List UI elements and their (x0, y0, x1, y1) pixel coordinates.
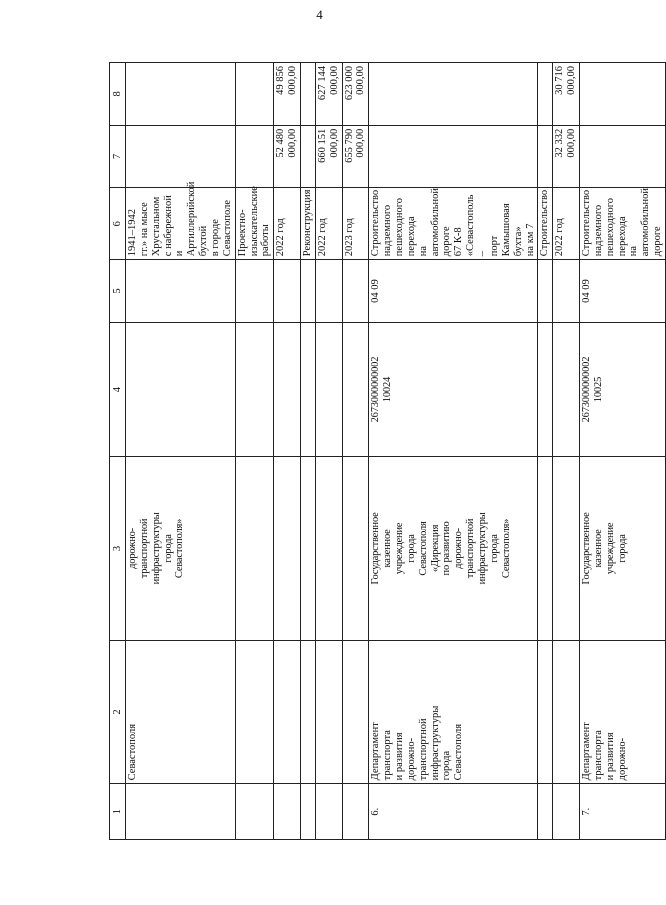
cell-r9-col-4 (553, 322, 580, 457)
cell-r8-col-1 (538, 784, 553, 840)
cell-r7-col-5 (369, 260, 538, 323)
cell-r5-col-4 (315, 322, 342, 457)
cell-text: 1941–1942 гг.» на мысе Хрустальном с набережной и Артиллерийской бухтой в городе Севастополе (127, 181, 233, 257)
cell-r7-col-3 (369, 457, 538, 640)
cell-text: 2673000000002 10025 (580, 356, 604, 423)
cell-text: 6. (370, 807, 382, 816)
cell-r6-col-8 (342, 63, 369, 126)
cell-r5-col-3 (315, 457, 342, 640)
cell-text: Строительство (539, 189, 551, 257)
cell-r10-col-4 (579, 322, 665, 457)
cell-r5-col-7 (315, 125, 342, 188)
cell-text: 2673000000002 10024 (370, 356, 394, 423)
cell-r10-col-8 (579, 63, 665, 126)
cell-r6-col-5 (342, 260, 369, 323)
cell-r3-col-5 (274, 260, 301, 323)
cell-text: 52 480 000,00 (275, 128, 299, 158)
cell-r9-col-7 (553, 125, 580, 188)
cell-r6-col-3 (342, 457, 369, 640)
cell-text: 655 790 000,00 (343, 128, 367, 163)
cell-r10-col-2 (579, 640, 665, 784)
cell-text: 2022 год (554, 218, 566, 257)
entry-row-7 (579, 63, 665, 840)
cell-r1-col-4 (126, 322, 236, 457)
cell-r2-col-1 (235, 784, 274, 840)
cell-text: Реконструкция (302, 189, 314, 257)
cell-r9-col-6 (553, 188, 580, 260)
cell-r8-col-7 (538, 125, 553, 188)
cell-r8-col-5 (538, 260, 553, 323)
cell-r3-col-8 (274, 63, 301, 126)
cell-r6-col-7 (342, 125, 369, 188)
header-col-6: 6 (110, 188, 126, 260)
cell-r7-col-2 (369, 640, 538, 784)
cell-text: 2022 год (316, 218, 328, 257)
cell-text: Севастополя (127, 723, 138, 781)
cell-r7-col-8 (369, 63, 538, 126)
header-col-5: 5 (110, 260, 126, 323)
cell-r2-col-4 (235, 322, 274, 457)
cell-r10-col-1 (579, 784, 665, 840)
cell-r4-col-6 (301, 188, 316, 260)
cell-text: дорожно- транспортной инфраструктуры города Севастополя» (127, 512, 186, 585)
cell-r3-col-2 (274, 640, 301, 784)
cell-r9-col-2 (553, 640, 580, 784)
cell-text: Департамент транспорта и развития дорожно- транспортной инфраструктуры города Севастополя (370, 705, 465, 781)
cell-r1-col-7 (126, 125, 236, 188)
header-col-2: 2 (110, 640, 126, 784)
cell-r2-col-8 (235, 63, 274, 126)
cell-r1-col-8 (126, 63, 236, 126)
cell-text: 2022 год (275, 218, 287, 257)
cell-text: 04 09 (370, 279, 382, 303)
year-row-reconstruction-2023 (342, 63, 369, 840)
cell-r3-col-4 (274, 322, 301, 457)
rotated-table-wrapper (109, 62, 664, 840)
cell-r4-col-2 (301, 640, 316, 784)
cell-r10-col-7 (579, 125, 665, 188)
cell-r8-col-3 (538, 457, 553, 640)
header-row (110, 63, 126, 840)
cell-r2-col-6 (235, 188, 274, 260)
cell-text: 2023 год (343, 218, 355, 257)
cell-text: Государственное казенное учреждение города Севастополя «Дирекция по развитию дорожно- транспортной инфраструктуры города Севастополя» (370, 512, 512, 585)
year-row-survey-2022 (274, 63, 301, 840)
cell-r1-col-3 (126, 457, 236, 640)
cell-r3-col-3 (274, 457, 301, 640)
cell-r1-col-6 (126, 181, 236, 260)
cell-r8-col-4 (538, 322, 553, 457)
continuation-row (126, 63, 236, 840)
cell-r2-col-7 (235, 125, 274, 188)
cell-text: Департамент транспорта и развития дорожно- (580, 722, 628, 781)
cell-r9-col-3 (553, 457, 580, 640)
cell-r8-col-2 (538, 640, 553, 784)
cell-r10-col-3 (579, 457, 665, 640)
cell-r4-col-3 (301, 457, 316, 640)
cell-r7-col-1 (369, 784, 538, 840)
cell-r9-col-1 (553, 784, 580, 840)
cell-r4-col-1 (301, 784, 316, 840)
funding-table (109, 62, 666, 840)
cell-r9-col-8 (553, 63, 580, 126)
cell-r4-col-8 (301, 63, 316, 126)
stage-row-reconstruction (301, 63, 316, 840)
cell-r3-col-1 (274, 784, 301, 840)
cell-r1-col-1 (126, 784, 236, 840)
cell-r8-col-8 (538, 63, 553, 126)
cell-r4-col-4 (301, 322, 316, 457)
cell-text: Строительство надземного пешеходного перехода на автомобильной дороге 67 К-8 «Севастополь – порт Камышовая бухта» на км 7 (370, 187, 536, 257)
cell-r1-col-2 (126, 640, 236, 784)
cell-text: 627 144 000,00 (316, 66, 340, 101)
cell-r10-col-6 (579, 188, 665, 260)
header-col-7: 7 (110, 125, 126, 188)
cell-r2-col-5 (235, 260, 274, 323)
header-col-4: 4 (110, 322, 126, 457)
cell-r5-col-2 (315, 640, 342, 784)
cell-r5-col-1 (315, 784, 342, 840)
cell-text: 04 09 (580, 279, 592, 303)
cell-text: 623 000 000,00 (343, 66, 367, 101)
cell-r5-col-8 (315, 63, 342, 126)
cell-r1-col-5 (126, 260, 236, 323)
header-col-1: 1 (110, 784, 126, 840)
cell-r9-col-5 (553, 260, 580, 323)
year-row-construction-2022 (553, 63, 580, 840)
header-col-8: 8 (110, 63, 126, 126)
cell-text: 7. (580, 807, 592, 816)
cell-r3-col-6 (274, 188, 301, 260)
page-number: 4 (316, 7, 323, 22)
cell-r5-col-5 (315, 260, 342, 323)
cell-r4-col-5 (301, 260, 316, 323)
cell-r6-col-6 (342, 188, 369, 260)
cell-text: 49 856 000,00 (275, 66, 299, 95)
cell-text: 32 332 000,00 (554, 128, 578, 158)
cell-r6-col-2 (342, 640, 369, 784)
cell-text: 30 716 000,00 (554, 66, 578, 95)
header-col-3: 3 (110, 457, 126, 640)
cell-r7-col-7 (369, 125, 538, 188)
cell-r5-col-6 (315, 188, 342, 260)
entry-row-6 (369, 63, 538, 840)
cell-r8-col-6 (538, 188, 553, 260)
year-row-reconstruction-2022 (315, 63, 342, 840)
cell-r4-col-7 (301, 125, 316, 188)
cell-r10-col-5 (579, 260, 665, 323)
stage-row-survey (235, 63, 274, 840)
cell-text: Строительство надземного пешеходного перехода на автомобильной дороге (580, 187, 664, 257)
stage-row-construction (538, 63, 553, 840)
cell-text: 660 151 000,00 (316, 128, 340, 163)
cell-text: Государственное казенное учреждение города (580, 512, 628, 585)
cell-r3-col-7 (274, 125, 301, 188)
cell-r6-col-1 (342, 784, 369, 840)
cell-r7-col-6 (369, 188, 538, 260)
cell-r6-col-4 (342, 322, 369, 457)
cell-text: Проектно-изыскательские работы (236, 186, 272, 257)
cell-r2-col-2 (235, 640, 274, 784)
cell-r2-col-3 (235, 457, 274, 640)
cell-r7-col-4 (369, 322, 538, 457)
